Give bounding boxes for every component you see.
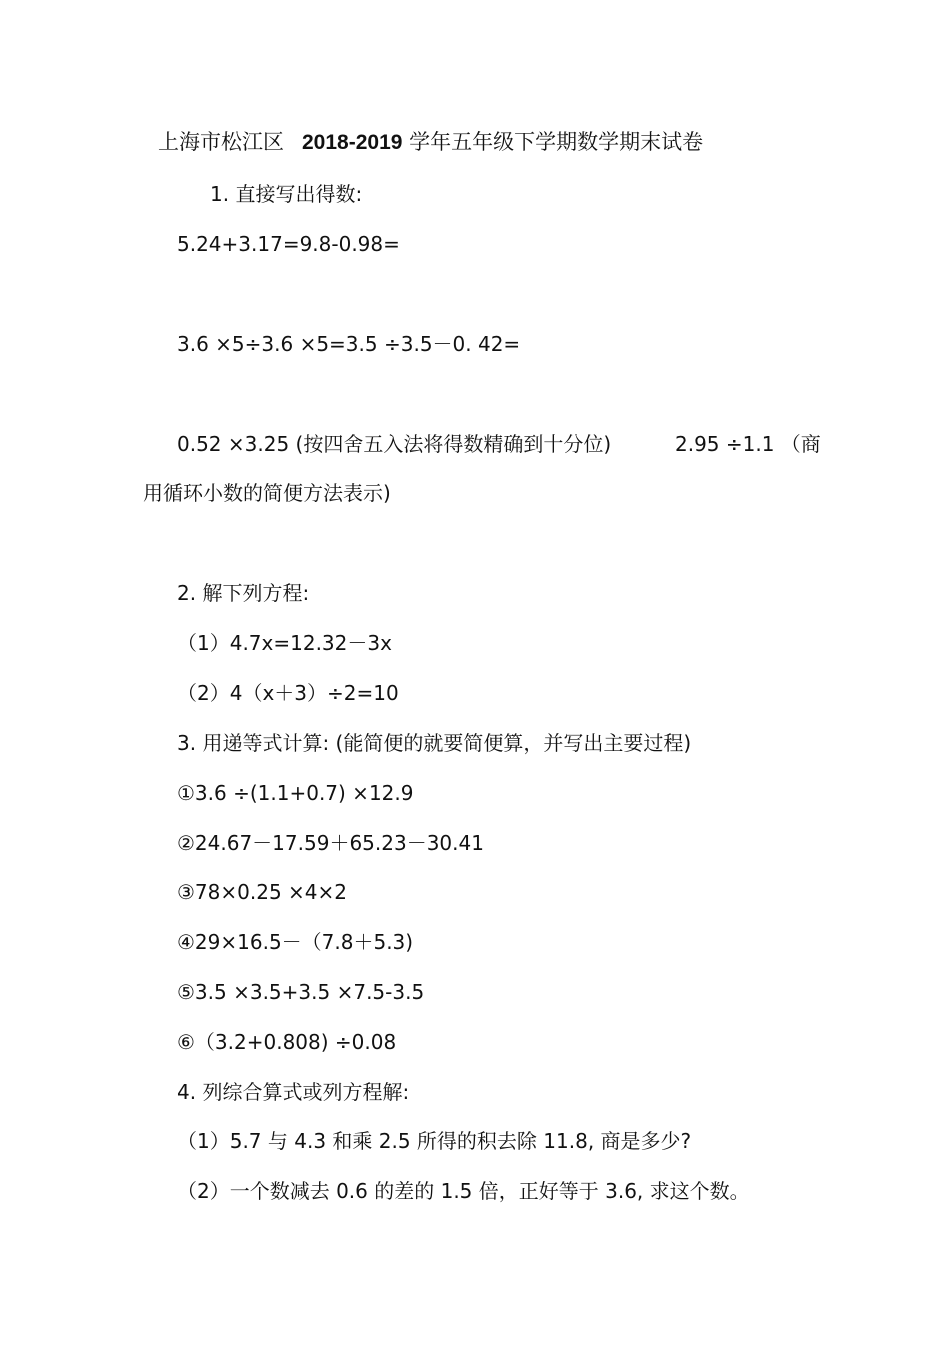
q2-item-1: （1）4.7x=12.32－3x <box>177 631 392 655</box>
q3-item-4: ④29×16.5－（7.8＋5.3) <box>177 930 414 954</box>
q1-line3b: 2.95 ÷1.1 （商 <box>675 432 821 456</box>
q1-line4: 用循环小数的简便方法表示) <box>143 481 391 505</box>
q4-item-1: （1）5.7 与 4.3 和乘 2.5 所得的积去除 11.8, 商是多少? <box>177 1129 692 1153</box>
page-title <box>158 130 703 155</box>
q2-item-2: （2）4（x＋3）÷2=10 <box>177 681 399 705</box>
title-years: 2018-2019 <box>302 131 403 154</box>
q1-heading: 1. 直接写出得数: <box>210 182 363 206</box>
q4-heading: 4. 列综合算式或列方程解: <box>177 1080 410 1104</box>
q1-line3a: 0.52 ×3.25 (按四舍五入法将得数精确到十分位) <box>177 432 612 456</box>
q3-item-5: ⑤3.5 ×3.5+3.5 ×7.5-3.5 <box>177 980 425 1004</box>
q3-heading: 3. 用递等式计算: (能简便的就要简便算，并写出主要过程) <box>177 731 692 755</box>
q3-item-6: ⑥（3.2+0.808) ÷0.08 <box>177 1030 397 1054</box>
title-suffix: 学年五年级下学期数学期末试卷 <box>409 130 704 154</box>
q1-line1: 5.24+3.17=9.8-0.98= <box>177 232 400 256</box>
q3-item-3: ③78×0.25 ×4×2 <box>177 880 347 904</box>
q2-heading: 2. 解下列方程: <box>177 581 310 605</box>
q4-item-2: （2）一个数减去 0.6 的差的 1.5 倍，正好等于 3.6, 求这个数。 <box>177 1179 750 1203</box>
q1-line2: 3.6 ×5÷3.6 ×5=3.5 ÷3.5－0. 42= <box>177 332 521 356</box>
title-prefix: 上海市松江区 <box>158 130 284 154</box>
q3-item-1: ①3.6 ÷(1.1+0.7) ×12.9 <box>177 781 414 805</box>
q3-item-2: ②24.67－17.59＋65.23－30.41 <box>177 831 484 855</box>
